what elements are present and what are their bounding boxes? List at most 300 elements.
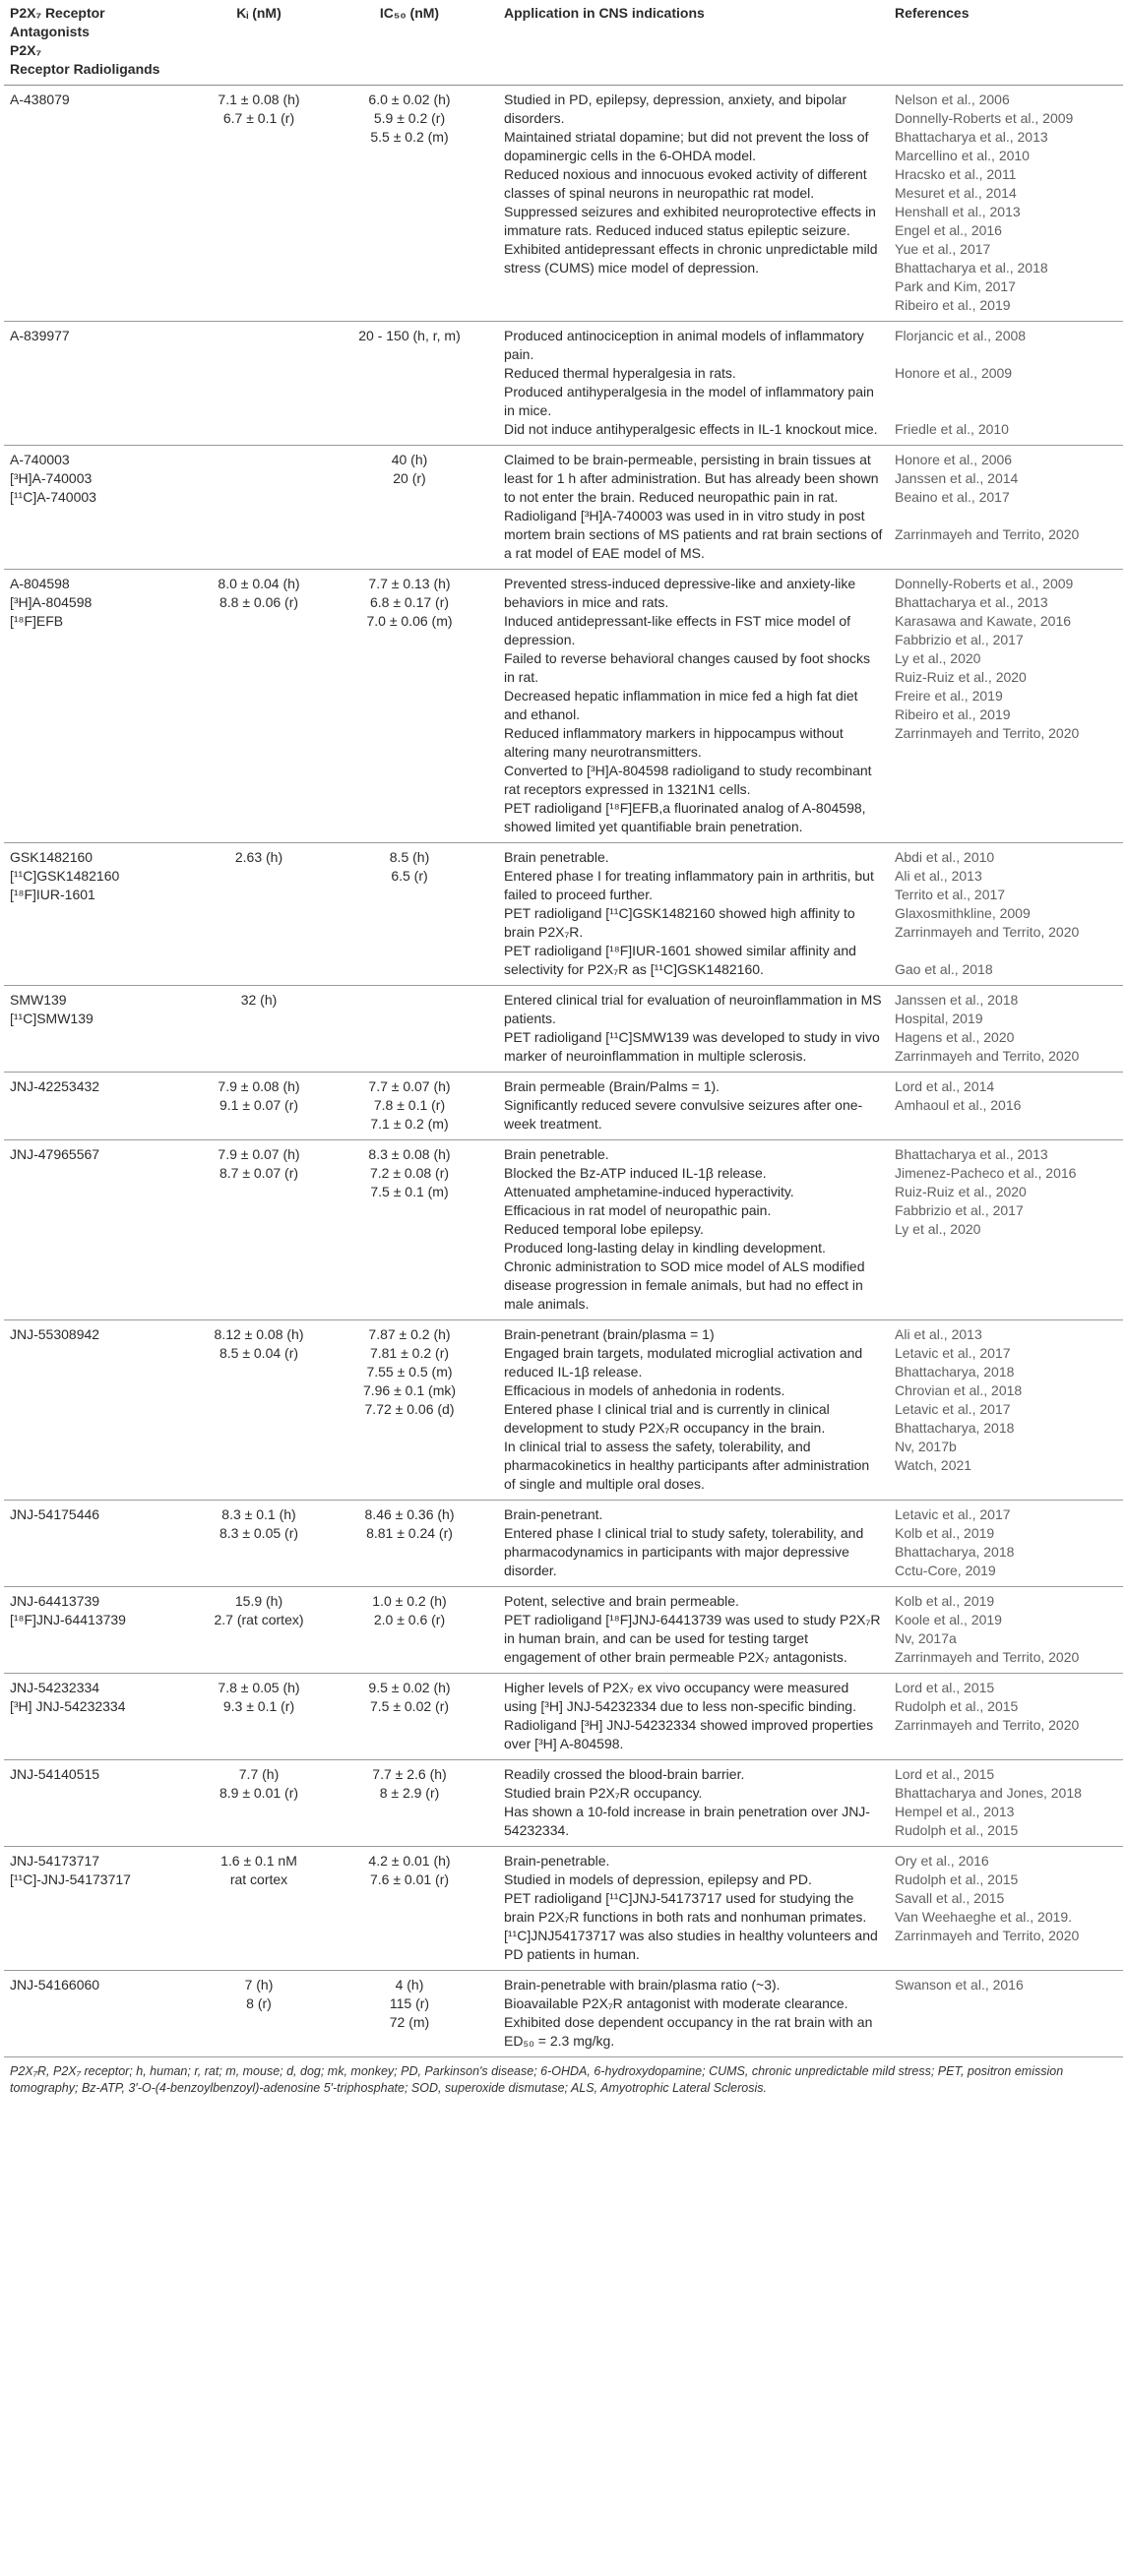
- ic50-cell-line: 7.87 ± 0.2 (h): [368, 1326, 451, 1342]
- p2x7-antagonists-table: [4, 0, 1123, 2057]
- header-ki: Kᵢ (nM): [197, 0, 321, 86]
- application-cell-line: PET radioligand [¹⁸F]EFB,a fluorinated analog of A-804598, showed limited yet quantifiable brain penetration.: [504, 800, 866, 834]
- compound-name-cell: [4, 1847, 197, 1971]
- references-cell: [889, 1073, 1123, 1140]
- compound-name-cell-line: JNJ-54173717: [10, 1853, 100, 1869]
- references-cell: [889, 1971, 1123, 2057]
- references-cell: [889, 843, 1123, 986]
- references-cell-line: Bhattacharya et al., 2018: [895, 260, 1048, 276]
- application-cell-line: Reduced temporal lobe epilepsy.: [504, 1221, 704, 1237]
- table-row: [4, 1501, 1123, 1587]
- references-cell-line: Zarrinmayeh and Territo, 2020: [895, 1649, 1080, 1665]
- compound-name-cell-line: [¹⁸F]IUR-1601: [10, 887, 95, 902]
- ic50-cell-line: 7.96 ± 0.1 (mk): [362, 1382, 457, 1398]
- application-cell-line: Higher levels of P2X₇ ex vivo occupancy were measured using [³H] JNJ-54232334 due to less non-specific binding.: [504, 1680, 856, 1714]
- references-cell-line: Jimenez-Pacheco et al., 2016: [895, 1165, 1077, 1181]
- ki-cell-line: 8.3 ± 0.1 (h): [221, 1506, 296, 1522]
- ki-cell: [197, 1501, 321, 1587]
- table-row: [4, 1847, 1123, 1971]
- ic50-cell-line: 4.2 ± 0.01 (h): [368, 1853, 451, 1869]
- ki-cell-line: 7.8 ± 0.05 (h): [218, 1680, 300, 1695]
- ki-cell-line: 6.7 ± 0.1 (r): [222, 110, 295, 126]
- ic50-cell: [321, 1587, 498, 1674]
- application-cell-line: Brain-penetrant (brain/plasma = 1): [504, 1326, 715, 1342]
- ki-cell-line: 8.3 ± 0.05 (r): [219, 1525, 299, 1541]
- application-cell-line: Exhibited dose dependent occupancy in the rat brain with an ED₅₀ = 2.3 mg/kg.: [504, 2014, 873, 2049]
- ic50-cell-line: 1.0 ± 0.2 (h): [372, 1593, 447, 1609]
- references-cell-line: Nelson et al., 2006: [895, 92, 1010, 107]
- ic50-cell-line: 5.9 ± 0.2 (r): [373, 110, 446, 126]
- application-cell-line: Studied in models of depression, epilepsy and PD.: [504, 1871, 812, 1887]
- ic50-cell: [321, 446, 498, 570]
- application-cell-line: Efficacious in rat model of neuropathic pain.: [504, 1202, 772, 1218]
- application-cell-line: Suppressed seizures and exhibited neuroprotective effects in immature rats. Reduced induced status epileptic seizure.: [504, 204, 876, 238]
- ki-cell: [197, 1073, 321, 1140]
- compound-name-cell-line: SMW139: [10, 992, 67, 1008]
- ic50-cell: [321, 1320, 498, 1501]
- references-cell-line: [895, 507, 1117, 525]
- compound-name-cell-line: [¹⁸F]EFB: [10, 613, 64, 629]
- references-cell-line: Swanson et al., 2016: [895, 1977, 1024, 1993]
- table-body: [4, 86, 1123, 2057]
- table-row: [4, 1587, 1123, 1674]
- ic50-cell-line: 7.0 ± 0.06 (m): [366, 613, 453, 629]
- compound-name-cell-line: GSK1482160: [10, 849, 94, 865]
- compound-name-cell-line: [³H]A-804598: [10, 594, 93, 610]
- compound-name-cell: [4, 446, 197, 570]
- references-cell-line: Cctu-Core, 2019: [895, 1563, 996, 1578]
- application-cell-line: Decreased hepatic inflammation in mice fed a high fat diet and ethanol.: [504, 688, 858, 722]
- table-row: [4, 1140, 1123, 1320]
- ki-cell-line: 8.9 ± 0.01 (r): [219, 1785, 299, 1801]
- compound-name-cell: [4, 1073, 197, 1140]
- references-cell-line: Nv, 2017b: [895, 1439, 957, 1454]
- references-cell-line: Beaino et al., 2017: [895, 489, 1010, 505]
- ki-cell-line: 1.6 ± 0.1 nM: [220, 1853, 297, 1869]
- ic50-cell-line: 7.2 ± 0.08 (r): [369, 1165, 450, 1181]
- application-cell-line: Reduced thermal hyperalgesia in rats.: [504, 365, 736, 381]
- table-row: [4, 86, 1123, 322]
- ki-cell-line: 8.7 ± 0.07 (r): [219, 1165, 299, 1181]
- application-cell-line: Blocked the Bz-ATP induced IL-1β release.: [504, 1165, 767, 1181]
- references-cell-line: Bhattacharya and Jones, 2018: [895, 1785, 1082, 1801]
- ic50-cell-line: 4 (h): [395, 1977, 424, 1993]
- ki-cell: [197, 86, 321, 322]
- application-cell-line: Brain penetrable.: [504, 1146, 609, 1162]
- application-cell-line: Reduced noxious and innocuous evoked activity of different classes of spinal neurons in neuropathic rat model.: [504, 166, 867, 201]
- application-cell: [498, 322, 889, 446]
- ic50-cell-line: 115 (r): [389, 1995, 430, 2011]
- application-cell-line: Did not induce antihyperalgesic effects in IL-1 knockout mice.: [504, 421, 878, 437]
- application-cell-line: Chronic administration to SOD mice model of ALS modified disease progression in female animals, but had no effect in male animals.: [504, 1258, 865, 1312]
- application-cell: [498, 986, 889, 1073]
- compound-name-cell: [4, 86, 197, 322]
- references-cell-line: [895, 383, 1117, 401]
- references-cell-line: Watch, 2021: [895, 1457, 972, 1473]
- ki-cell-line: 2.63 (h): [234, 849, 283, 865]
- ki-cell-line: 8 (r): [246, 1995, 272, 2011]
- references-cell: [889, 570, 1123, 843]
- ki-cell: [197, 1320, 321, 1501]
- ki-cell-line: 8.8 ± 0.06 (r): [219, 594, 299, 610]
- ic50-cell-line: 7.7 ± 2.6 (h): [372, 1766, 447, 1782]
- application-cell: [498, 1140, 889, 1320]
- ic50-cell: [321, 86, 498, 322]
- references-cell-line: Freire et al., 2019: [895, 688, 1003, 704]
- ki-cell-line: 7.7 (h): [238, 1766, 280, 1782]
- references-cell-line: Honore et al., 2009: [895, 365, 1013, 381]
- ic50-cell: [321, 1140, 498, 1320]
- ic50-cell: [321, 1971, 498, 2057]
- ki-cell-line: 9.1 ± 0.07 (r): [219, 1097, 299, 1113]
- references-cell-line: Ruiz-Ruiz et al., 2020: [895, 1184, 1027, 1199]
- compound-name-cell-line: [¹¹C]-JNJ-54173717: [10, 1871, 131, 1887]
- application-cell-line: PET radioligand [¹⁸F]JNJ-64413739 was used to study P2X₇R in human brain, and can be used for testing target engagement of other brain permeable P2X₇ antagonists.: [504, 1612, 881, 1665]
- header-antagonists: P2X₇ Receptor Antagonists P2X₇ Receptor Radioligands: [4, 0, 197, 86]
- references-cell-line: [895, 942, 1117, 960]
- compound-name-cell-line: JNJ-55308942: [10, 1326, 100, 1342]
- ic50-cell-line: 8.81 ± 0.24 (r): [366, 1525, 453, 1541]
- table-row: [4, 1073, 1123, 1140]
- compound-name-cell: [4, 1140, 197, 1320]
- references-cell-line: Ruiz-Ruiz et al., 2020: [895, 669, 1027, 685]
- references-cell-line: Lord et al., 2015: [895, 1680, 995, 1695]
- ki-cell-line: 32 (h): [240, 992, 278, 1008]
- references-cell-line: Donnelly-Roberts et al., 2009: [895, 576, 1074, 591]
- application-cell-line: Failed to reverse behavioral changes caused by foot shocks in rat.: [504, 650, 870, 685]
- compound-name-cell: [4, 986, 197, 1073]
- references-cell-line: Rudolph et al., 2015: [895, 1871, 1019, 1887]
- references-cell-line: Koole et al., 2019: [895, 1612, 1002, 1627]
- application-cell: [498, 1971, 889, 2057]
- references-cell-line: Henshall et al., 2013: [895, 204, 1021, 219]
- compound-name-cell: [4, 1501, 197, 1587]
- ic50-cell-line: 7.7 ± 0.07 (h): [368, 1078, 451, 1094]
- table-row: [4, 1320, 1123, 1501]
- application-cell-line: PET radioligand [¹¹C]SMW139 was developed to study in vivo marker of neuroinflammation in multiple sclerosis.: [504, 1029, 880, 1064]
- ic50-cell: [321, 570, 498, 843]
- compound-name-cell-line: A-804598: [10, 576, 70, 591]
- application-cell-line: Converted to [³H]A-804598 radioligand to study recombinant rat receptors expressed in 1321N1 cells.: [504, 763, 872, 797]
- compound-name-cell-line: JNJ-54140515: [10, 1766, 100, 1782]
- ic50-cell-line: 7.7 ± 0.13 (h): [368, 576, 451, 591]
- application-cell-line: Brain-penetrable.: [504, 1853, 610, 1869]
- references-cell-line: Van Weehaeghe et al., 2019.: [895, 1909, 1073, 1925]
- references-cell-line: Chrovian et al., 2018: [895, 1382, 1023, 1398]
- references-cell: [889, 1501, 1123, 1587]
- ic50-cell: [321, 1760, 498, 1847]
- application-cell: [498, 1847, 889, 1971]
- ki-cell-line: 7.9 ± 0.07 (h): [218, 1146, 300, 1162]
- references-cell-line: Lord et al., 2015: [895, 1766, 995, 1782]
- references-cell-line: Lord et al., 2014: [895, 1078, 995, 1094]
- references-cell: [889, 1847, 1123, 1971]
- application-cell-line: Studied brain P2X₇R occupancy.: [504, 1785, 703, 1801]
- references-cell-line: Zarrinmayeh and Territo, 2020: [895, 1048, 1080, 1064]
- compound-name-cell-line: JNJ-64413739: [10, 1593, 100, 1609]
- ic50-cell: [321, 1674, 498, 1760]
- ic50-cell-line: 7.72 ± 0.06 (d): [364, 1401, 455, 1417]
- references-cell: [889, 1587, 1123, 1674]
- references-cell-line: Zarrinmayeh and Territo, 2020: [895, 526, 1080, 542]
- compound-name-cell-line: [¹¹C]GSK1482160: [10, 868, 120, 884]
- table-row: [4, 322, 1123, 446]
- references-cell-line: Letavic et al., 2017: [895, 1345, 1011, 1361]
- references-cell-line: Nv, 2017a: [895, 1630, 957, 1646]
- application-cell: [498, 1501, 889, 1587]
- compound-name-cell-line: JNJ-54166060: [10, 1977, 100, 1993]
- compound-name-cell: [4, 1971, 197, 2057]
- references-cell-line: Letavic et al., 2017: [895, 1401, 1011, 1417]
- ki-cell-line: 8.5 ± 0.04 (r): [219, 1345, 299, 1361]
- references-cell-line: Donnelly-Roberts et al., 2009: [895, 110, 1074, 126]
- references-cell: [889, 86, 1123, 322]
- references-cell-line: Zarrinmayeh and Territo, 2020: [895, 725, 1080, 741]
- ic50-cell-line: 6.0 ± 0.02 (h): [368, 92, 451, 107]
- ki-cell: [197, 1971, 321, 2057]
- ic50-cell-line: 7.8 ± 0.1 (r): [373, 1097, 446, 1113]
- references-cell-line: Zarrinmayeh and Territo, 2020: [895, 924, 1080, 940]
- header-application: Application in CNS indications: [498, 0, 889, 86]
- references-cell-line: Ory et al., 2016: [895, 1853, 989, 1869]
- table-row: [4, 986, 1123, 1073]
- references-cell-line: [895, 401, 1117, 420]
- references-cell-line: Ly et al., 2020: [895, 650, 981, 666]
- compound-name-cell-line: JNJ-54175446: [10, 1506, 100, 1522]
- table-row: [4, 1760, 1123, 1847]
- references-cell-line: Bhattacharya, 2018: [895, 1364, 1015, 1380]
- application-cell-line: In clinical trial to assess the safety, tolerability, and pharmacokinetics in healthy participants after administration of single and multiple oral doses.: [504, 1439, 870, 1492]
- references-cell-line: Marcellino et al., 2010: [895, 148, 1030, 163]
- ic50-cell-line: 7.1 ± 0.2 (m): [370, 1116, 449, 1132]
- references-cell-line: Florjancic et al., 2008: [895, 328, 1027, 343]
- ki-cell: [197, 843, 321, 986]
- application-cell-line: Studied in PD, epilepsy, depression, anxiety, and bipolar disorders.: [504, 92, 847, 126]
- application-cell-line: Entered phase I for treating inflammatory pain in arthritis, but failed to proceed further.: [504, 868, 874, 902]
- ic50-cell-line: 40 (h): [391, 452, 428, 467]
- application-cell-line: Prevented stress-induced depressive-like and anxiety-like behaviors in mice and rats.: [504, 576, 856, 610]
- table-row: [4, 570, 1123, 843]
- ic50-cell: [321, 322, 498, 446]
- ki-cell-line: 9.3 ± 0.1 (r): [222, 1698, 295, 1714]
- references-cell-line: [895, 345, 1117, 364]
- ki-cell-line: 7.9 ± 0.08 (h): [218, 1078, 300, 1094]
- ic50-cell-line: 8.5 (h): [389, 849, 430, 865]
- ki-cell-line: 8.12 ± 0.08 (h): [214, 1326, 304, 1342]
- references-cell-line: Friedle et al., 2010: [895, 421, 1009, 437]
- ic50-cell-line: 8 ± 2.9 (r): [379, 1785, 440, 1801]
- references-cell: [889, 1320, 1123, 1501]
- references-cell-line: Park and Kim, 2017: [895, 278, 1016, 294]
- compound-name-cell: [4, 1320, 197, 1501]
- application-cell-line: Potent, selective and brain permeable.: [504, 1593, 739, 1609]
- application-cell-line: Entered phase I clinical trial to study safety, tolerability, and pharmacodynamics in participants with major depressive disorder.: [504, 1525, 864, 1578]
- references-cell-line: Mesuret et al., 2014: [895, 185, 1017, 201]
- references-cell-line: Savall et al., 2015: [895, 1890, 1005, 1906]
- ki-cell: [197, 322, 321, 446]
- compound-name-cell-line: [¹⁸F]JNJ-64413739: [10, 1612, 126, 1627]
- application-cell-line: Radioligand [³H] JNJ-54232334 showed improved properties over [³H] A-804598.: [504, 1717, 874, 1751]
- compound-name-cell-line: [³H] JNJ-54232334: [10, 1698, 126, 1714]
- compound-name-cell: [4, 322, 197, 446]
- compound-name-cell: [4, 1760, 197, 1847]
- references-cell: [889, 1674, 1123, 1760]
- ic50-cell: [321, 986, 498, 1073]
- references-cell-line: Rudolph et al., 2015: [895, 1698, 1019, 1714]
- references-cell-line: Fabbrizio et al., 2017: [895, 1202, 1024, 1218]
- references-cell-line: Ribeiro et al., 2019: [895, 297, 1011, 313]
- application-cell: [498, 1760, 889, 1847]
- references-cell-line: Gao et al., 2018: [895, 961, 993, 977]
- references-cell: [889, 1760, 1123, 1847]
- references-cell-line: Ali et al., 2013: [895, 1326, 982, 1342]
- ic50-cell-line: 8.46 ± 0.36 (h): [364, 1506, 455, 1522]
- ic50-cell: [321, 1501, 498, 1587]
- application-cell: [498, 86, 889, 322]
- ic50-cell-line: 72 (m): [389, 2014, 430, 2030]
- ic50-cell-line: 7.81 ± 0.2 (r): [369, 1345, 450, 1361]
- references-cell: [889, 446, 1123, 570]
- references-cell-line: Janssen et al., 2018: [895, 992, 1019, 1008]
- references-cell-line: Amhaoul et al., 2016: [895, 1097, 1022, 1113]
- ic50-cell-line: 7.5 ± 0.1 (m): [370, 1184, 449, 1199]
- table-row: [4, 1971, 1123, 2057]
- references-cell-line: Honore et al., 2006: [895, 452, 1013, 467]
- ki-cell-line: 8.0 ± 0.04 (h): [218, 576, 300, 591]
- ic50-cell-line: 9.5 ± 0.02 (h): [368, 1680, 451, 1695]
- application-cell-line: [¹¹C]JNJ54173717 was also studies in healthy volunteers and PD patients in human.: [504, 1928, 878, 1962]
- ic50-cell: [321, 1847, 498, 1971]
- references-cell-line: Rudolph et al., 2015: [895, 1822, 1019, 1838]
- compound-name-cell-line: [¹¹C]A-740003: [10, 489, 96, 505]
- ki-cell: [197, 986, 321, 1073]
- references-cell-line: Fabbrizio et al., 2017: [895, 632, 1024, 647]
- ic50-cell-line: 20 - 150 (h, r, m): [358, 328, 461, 343]
- application-cell-line: PET radioligand [¹⁸F]IUR-1601 showed similar affinity and selectivity for P2X₇R as [¹¹C]GSK1482160.: [504, 943, 856, 977]
- compound-name-cell-line: [³H]A-740003: [10, 470, 93, 486]
- table-header-row: [4, 0, 1123, 86]
- application-cell: [498, 843, 889, 986]
- compound-name-cell-line: [¹¹C]SMW139: [10, 1011, 94, 1026]
- references-cell-line: Glaxosmithkline, 2009: [895, 905, 1031, 921]
- compound-name-cell-line: A-438079: [10, 92, 70, 107]
- ic50-cell-line: 8.3 ± 0.08 (h): [368, 1146, 451, 1162]
- references-cell-line: Zarrinmayeh and Territo, 2020: [895, 1717, 1080, 1733]
- ki-cell: [197, 1847, 321, 1971]
- header-ic50: IC₅₀ (nM): [321, 0, 498, 86]
- references-cell-line: Ly et al., 2020: [895, 1221, 981, 1237]
- references-cell-line: Hempel et al., 2013: [895, 1804, 1015, 1819]
- references-cell-line: Janssen et al., 2014: [895, 470, 1019, 486]
- ki-cell: [197, 1140, 321, 1320]
- compound-name-cell-line: JNJ-42253432: [10, 1078, 100, 1094]
- application-cell-line: Reduced inflammatory markers in hippocampus without altering many neurotransmitters.: [504, 725, 844, 760]
- ki-cell: [197, 1760, 321, 1847]
- references-cell-line: Bhattacharya, 2018: [895, 1544, 1015, 1560]
- references-cell-line: Bhattacharya et al., 2013: [895, 594, 1048, 610]
- compound-name-cell-line: JNJ-47965567: [10, 1146, 100, 1162]
- application-cell-line: Attenuated amphetamine-induced hyperactivity.: [504, 1184, 794, 1199]
- application-cell-line: Claimed to be brain-permeable, persisting in brain tissues at least for 1 h after administration. But has already been shown to not enter the brain. Reduced neuropathic pain in rat.: [504, 452, 879, 505]
- application-cell-line: Engaged brain targets, modulated microglial activation and reduced IL-1β release.: [504, 1345, 863, 1380]
- compound-name-cell: [4, 843, 197, 986]
- references-cell-line: Letavic et al., 2017: [895, 1506, 1011, 1522]
- references-cell-line: Hagens et al., 2020: [895, 1029, 1015, 1045]
- application-cell-line: Entered clinical trial for evaluation of neuroinflammation in MS patients.: [504, 992, 882, 1026]
- references-cell-line: Zarrinmayeh and Territo, 2020: [895, 1928, 1080, 1943]
- compound-name-cell: [4, 1587, 197, 1674]
- references-cell-line: Ali et al., 2013: [895, 868, 982, 884]
- application-cell-line: PET radioligand [¹¹C]JNJ-54173717 used for studying the brain P2X₇R functions in both rats and nonhuman primates.: [504, 1890, 867, 1925]
- ic50-cell-line: 6.5 (r): [391, 868, 428, 884]
- application-cell-line: Brain-penetrant.: [504, 1506, 603, 1522]
- ic50-cell-line: 7.5 ± 0.02 (r): [369, 1698, 450, 1714]
- references-cell: [889, 986, 1123, 1073]
- references-cell-line: Bhattacharya et al., 2013: [895, 1146, 1048, 1162]
- application-cell-line: Maintained striatal dopamine; but did not prevent the loss of dopaminergic cells in the 6-OHDA model.: [504, 129, 869, 163]
- application-cell: [498, 1674, 889, 1760]
- ic50-cell-line: 7.6 ± 0.01 (r): [369, 1871, 450, 1887]
- application-cell: [498, 1073, 889, 1140]
- references-cell-line: Abdi et al., 2010: [895, 849, 995, 865]
- ki-cell-line: 7.1 ± 0.08 (h): [218, 92, 300, 107]
- ki-cell-line: 7 (h): [244, 1977, 274, 1993]
- references-cell-line: Engel et al., 2016: [895, 222, 1002, 238]
- references-cell-line: Hracsko et al., 2011: [895, 166, 1017, 182]
- ki-cell: [197, 446, 321, 570]
- header-references: References: [889, 0, 1123, 86]
- references-cell-line: Karasawa and Kawate, 2016: [895, 613, 1072, 629]
- ki-cell-line: rat cortex: [229, 1871, 288, 1887]
- application-cell: [498, 1587, 889, 1674]
- references-cell-line: Hospital, 2019: [895, 1011, 983, 1026]
- references-cell-line: Kolb et al., 2019: [895, 1525, 995, 1541]
- application-cell-line: Significantly reduced severe convulsive seizures after one-week treatment.: [504, 1097, 863, 1132]
- application-cell-line: PET radioligand [¹¹C]GSK1482160 showed high affinity to brain P2X₇R.: [504, 905, 855, 940]
- ic50-cell: [321, 843, 498, 986]
- application-cell: [498, 1320, 889, 1501]
- references-cell: [889, 322, 1123, 446]
- application-cell-line: Radioligand [³H]A-740003 was used in in vitro study in post mortem brain sections of MS patients and rat brain sections of a rat model of EAE model of MS.: [504, 508, 883, 561]
- table-row: [4, 446, 1123, 570]
- application-cell-line: Bioavailable P2X₇R antagonist with moderate clearance.: [504, 1995, 848, 2011]
- table-footnote: P2X₇R, P2X₇ receptor; h, human; r, rat; m, mouse; d, dog; mk, monkey; PD, Parkinson's disease; 6-OHDA, 6-hydroxydopamine; CUMS, chronic unpredictable mild stress; PET, positron emission tomography; Bz-ATP, 3′-O-(4-benzoylbenzoyl)-adenosine 5′-triphosphate; SOD, superoxide dismutase; ALS, Amyotrophic Lateral Sclerosis.: [10, 2064, 1064, 2095]
- ic50-cell-line: 5.5 ± 0.2 (m): [370, 129, 449, 145]
- references-cell-line: Bhattacharya, 2018: [895, 1420, 1015, 1436]
- ic50-cell-line: 6.8 ± 0.17 (r): [369, 594, 450, 610]
- application-cell-line: Entered phase I clinical trial and is currently in clinical development to study P2X₇R occupancy in the brain.: [504, 1401, 830, 1436]
- references-cell-line: Territo et al., 2017: [895, 887, 1006, 902]
- references-cell-line: Ribeiro et al., 2019: [895, 706, 1011, 722]
- ki-cell: [197, 570, 321, 843]
- compound-name-cell: [4, 570, 197, 843]
- application-cell-line: Produced antinociception in animal models of inflammatory pain.: [504, 328, 864, 362]
- compound-name-cell-line: A-839977: [10, 328, 70, 343]
- application-cell: [498, 570, 889, 843]
- application-cell-line: Produced antihyperalgesia in the model of inflammatory pain in mice.: [504, 384, 874, 418]
- ic50-cell-line: 20 (r): [393, 470, 426, 486]
- application-cell: [498, 446, 889, 570]
- ki-cell: [197, 1674, 321, 1760]
- references-cell-line: Yue et al., 2017: [895, 241, 991, 257]
- ic50-cell: [321, 1073, 498, 1140]
- compound-name-cell-line: A-740003: [10, 452, 70, 467]
- application-cell-line: Brain penetrable.: [504, 849, 609, 865]
- application-cell-line: Readily crossed the blood-brain barrier.: [504, 1766, 745, 1782]
- references-cell-line: Bhattacharya et al., 2013: [895, 129, 1048, 145]
- compound-name-cell-line: JNJ-54232334: [10, 1680, 100, 1695]
- references-cell: [889, 1140, 1123, 1320]
